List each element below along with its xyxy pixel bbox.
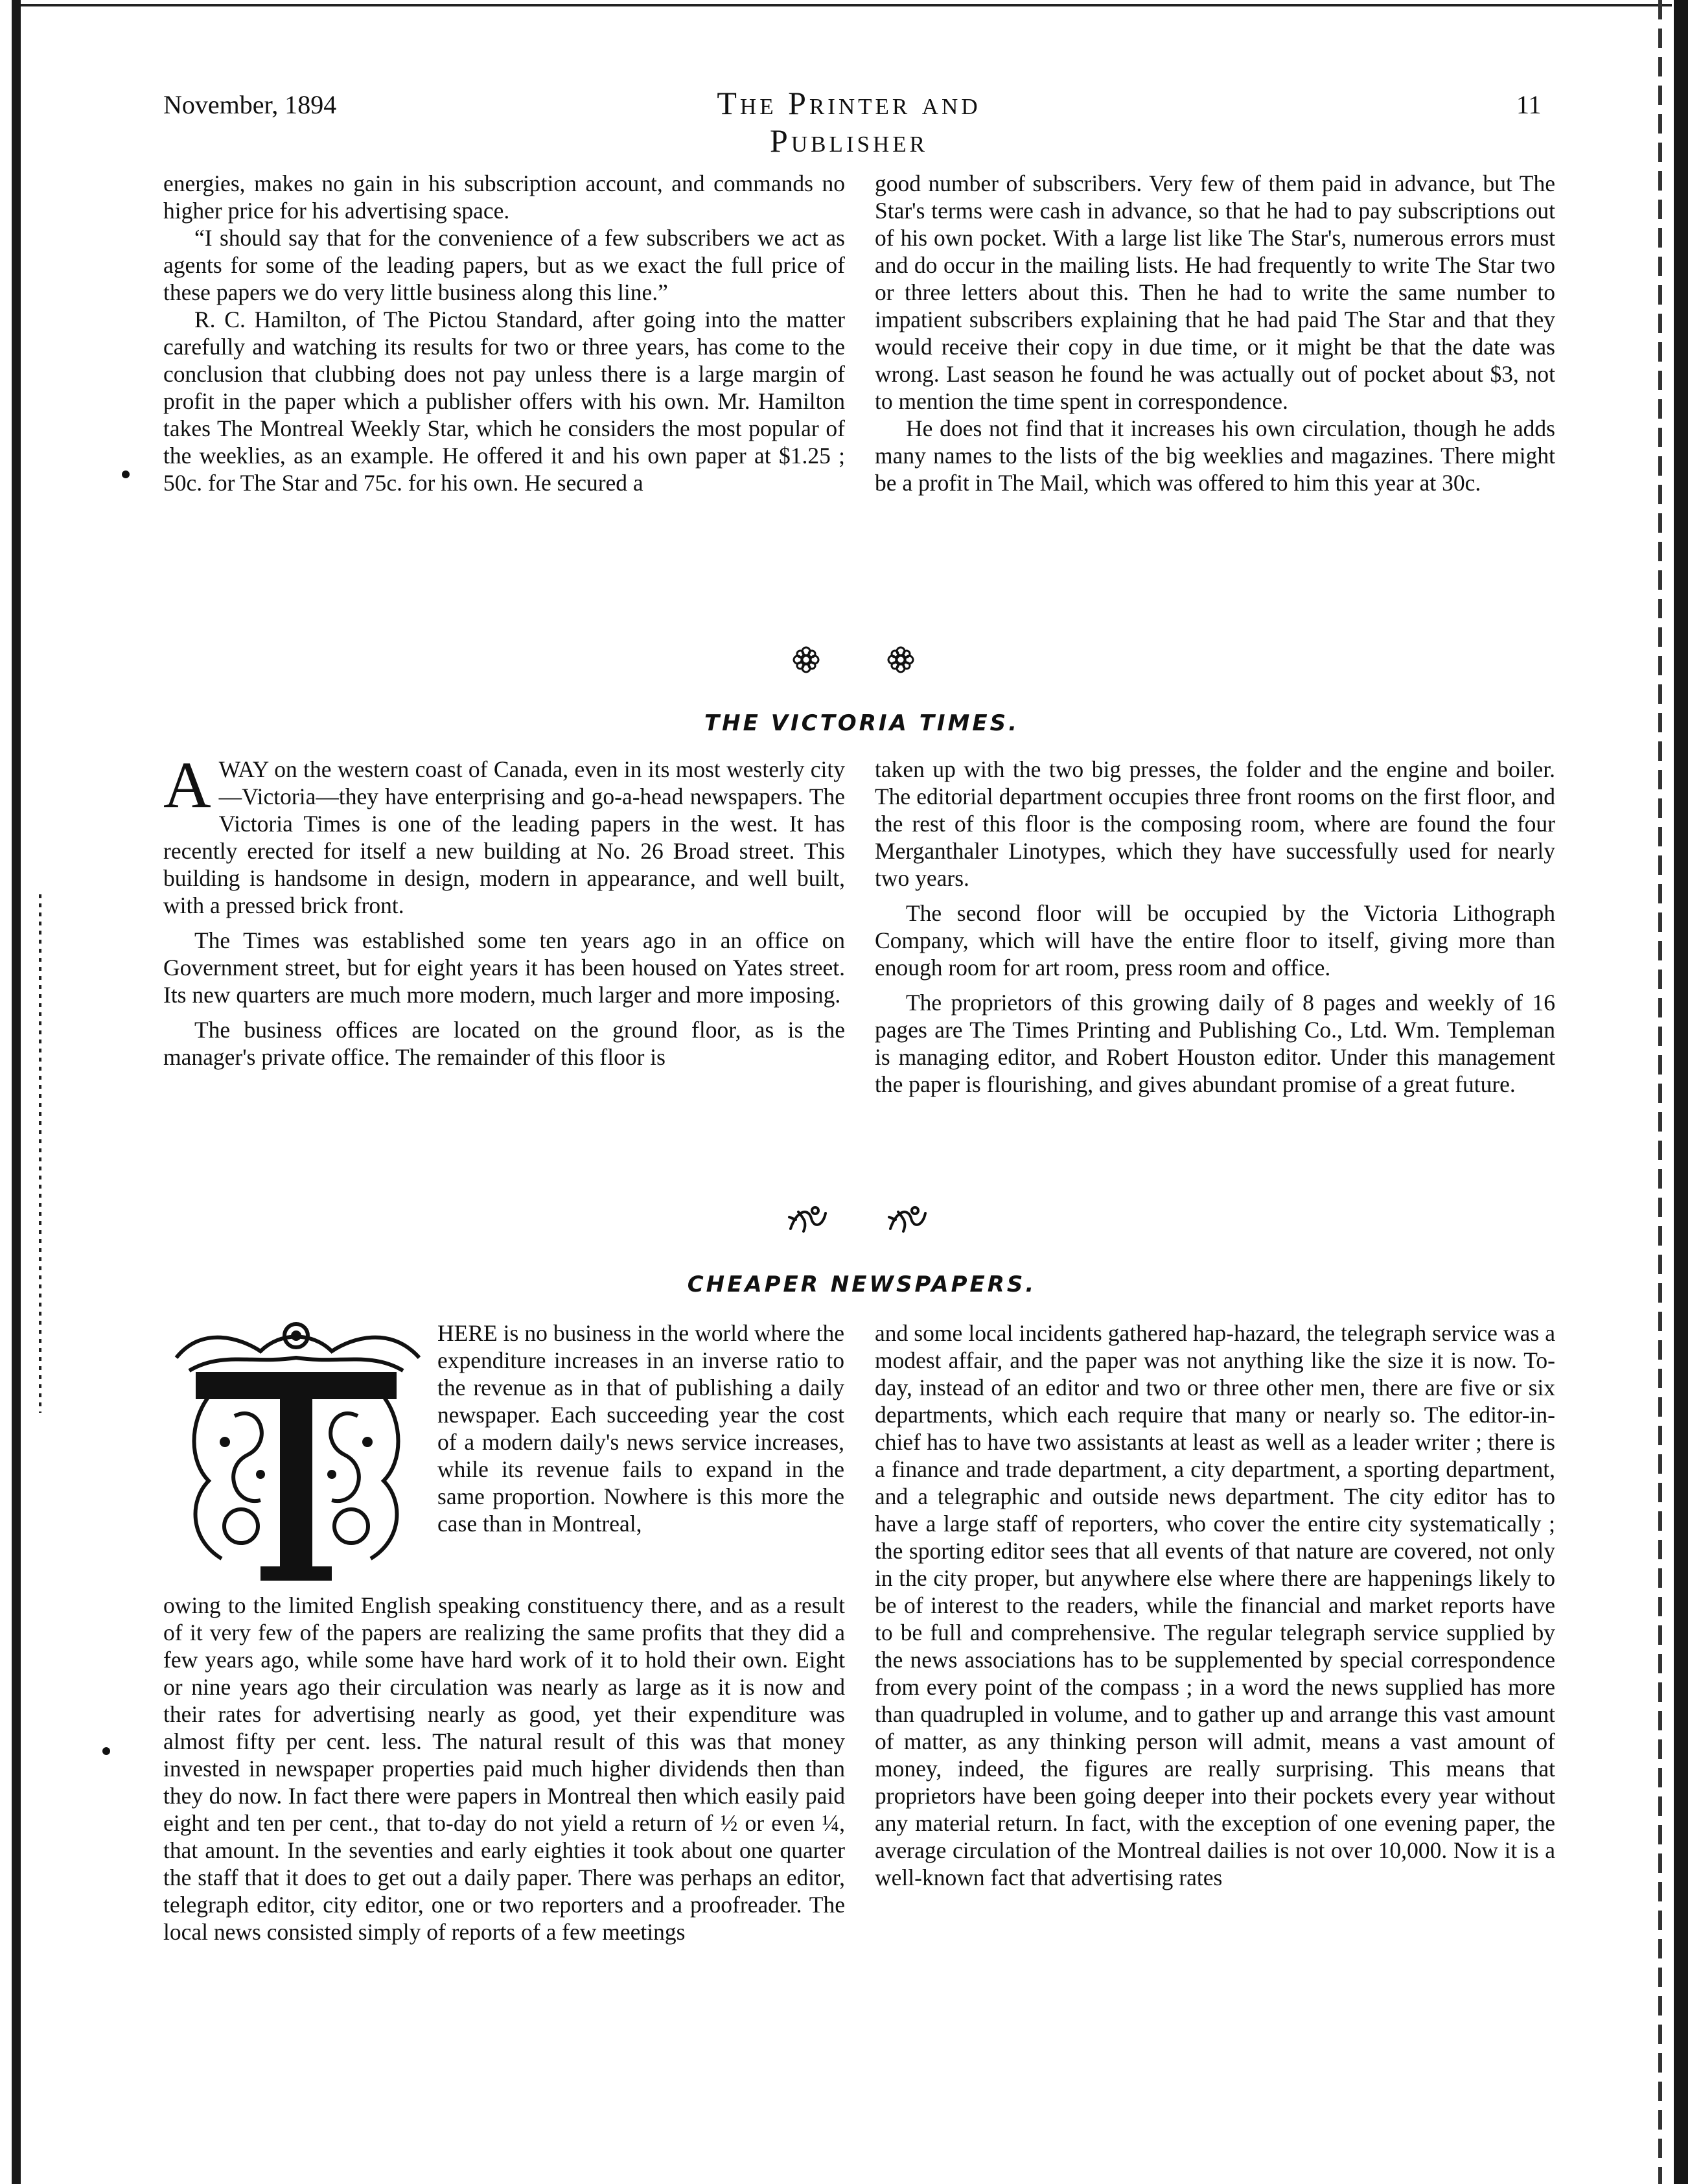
scan-right-marks [1658,0,1662,2184]
paragraph: and some local incidents gathered hap-hazard, the telegraph service was a modest affair, and the paper was not anything like the size it is now. To-day, instead of an editor and two or three other men, there are five or six departments, which each require that many or nearly so. The editor-in-chief has to have two assistants at least as well as a leader writer ; there is a finance and trade department, a city department, a sporting department, and a telegraphic and outside news department. The city editor has to have a large staff of reporters, who cover the entire city systematically ; the sporting editor sees that all events of that nature are covered, not only in the city proper, but anywhere else where there are happenings likely to be of interest to the readers, while the financial and market reports have to be full and comprehensive. The regular telegraph service supplied by the news associations has to be supplemented by special correspondence from every point of the compass ; in a word the news supplied has more than quadrupled in volume, and to gather up and arrange this vast amount of matter, as any thinking person will admit, means a vast amount of money, indeed, the figures are really surprising. This means that proprietors have been going deeper into their pockets every year without any material return. In fact, with the exception of one evening paper, the average circulation of the Montreal dailies is not over 10,000. Now it is a well-known fact that advertising rates [875,1320,1555,1890]
margin-dot [122,470,130,478]
cheaper-left-column [163,1592,845,1946]
paragraph: The second floor will be occupied by the Victoria Lithograph Company, which will have the entire floor to itself, giving more than enough room for art room, press room and office. [875,900,1555,981]
paragraph: owing to the limited English speaking constituency there, and as a result of it very few of the papers are realizing the same profits that they did a few years ago, while some have hard work of it to hold their own. Eight or nine years ago their circulation was nearly as large as it is now and their rates for advertising nearly as good, yet their expenditure was almost fifty per cent. less. The natural result of this was that money invested in newspaper properties paid much higher dividends then than they do now. In fact there were papers in Montreal then which easily paid eight and ten per cent., that to-day do not yield a return of ½ or even ¼, that amount. In the seventies and early eighties it took about one quarter the staff that it does to get out a daily paper. There was perhaps an editor, telegraph editor, city editor, one or two reporters and a proofreader. The local news consisted simply of reports of a few meetings [163,1592,845,1945]
cheaper-right-column [875,1319,1555,1891]
paragraph-text: WAY on the western coast of Canada, even in its most westerly city—Victoria—they have enterprising and go-a-head newspapers. The Victoria Times is one of the leading papers in the west. It has recently erected for itself a new building at No. 26 Broad street. This building is handsome in design, modern in appearance, and well built, with a pressed brick front. [163,756,845,918]
paragraph: taken up with the two big presses, the folder and the engine and boiler. The editorial department occupies three front rooms on the first floor, and the rest of this floor is the composing room, where are found the four Merganthaler Linotypes, which they have successfully used for nearly two years. [875,756,1555,891]
drop-cap-a: A [163,749,211,822]
rosette-ornament-icon [792,645,820,674]
victoria-right-column [875,756,1555,1098]
paragraph: good number of subscribers. Very few of them paid in advance, but The Star's terms were cash in advance, so that he had to pay subscriptions out of his own pocket. With a large list like The Star's, numerous errors must and do occur in the mailing lists. He had frequently to write The Star two or three letters about this. Then he had to write the same number to impatient subscribers explaining that he had paid The Star and that they would receive their copy in due time, or it might be that the date was wrong. Last season he found he was actually out of pocket about $3, not to mention the time spent in correspondence. [875,170,1555,414]
cheaper-wrapped-text [437,1319,844,1537]
section-title-cheaper-newspapers: CHEAPER NEWSPAPERS. [687,1272,1037,1297]
paragraph: He does not find that it increases his own circulation, though he adds many names to the lists of the big weeklies and magazines. There might be a profit in The Mail, which was offered to him this year at 30c. [875,415,1555,496]
paragraph: R. C. Hamilton, of The Pictou Standard, after going into the matter carefully and watching its results for two or three years, has come to the conclusion that clubbing does not pay unless there is a large margin of profit in the paper which a publisher offers with his own. Mr. Hamilton takes The Montreal Weekly Star, which he considers the most popular of the weeklies, as an example. He offered it and his own paper at $1.25 ; 50c. for The Star and 75c. for his own. He secured a [163,307,845,496]
publication-title: The Printer and Publisher [717,85,981,159]
flourish-ornament-icon [885,1203,931,1237]
paragraph: The business offices are located on the ground floor, as is the manager's private office. The remainder of this floor is [163,1017,845,1070]
paragraph: “I should say that for the convenience of a few subscribers we act as agents for some of the leading papers, but as we exact the full price of these papers we do very little business along this line.” [163,225,845,305]
margin-dot [102,1747,110,1755]
decorative-drop-cap-t [163,1312,429,1585]
paragraph: energies, makes no gain in his subscription account, and commands no higher price for his advertising space. [163,170,845,224]
header-date: November, 1894 [163,90,337,119]
rosette-ornament-icon [886,645,915,674]
scan-left-border [12,0,21,2184]
paragraph: HERE is no business in the world where the expenditure increases in an inverse ratio to the revenue as in that of publishing a daily newspaper. Each succeeding year the cost of a modern daily's news service increases, while its revenue fails to expand in the same proportion. Nowhere is this more the case than in Montreal, [437,1320,844,1537]
paragraph: The Times was established some ten years ago in an office on Government street, but for eight years it has been housed on Yates street. Its new quarters are much more modern, much larger and more imposing. [163,927,845,1008]
page-number: 11 [1516,90,1542,119]
scan-left-marks [39,894,41,1413]
flourish-ornament-icon [785,1203,831,1237]
victoria-left-column [163,749,845,1071]
scan-top-rule [13,4,1672,6]
scan-right-border [1674,0,1688,2184]
paragraph-first [163,749,845,919]
top-left-column [163,170,845,496]
section-title-victoria-times: THE VICTORIA TIMES. [704,710,1019,736]
paragraph: The proprietors of this growing daily of 8 pages and weekly of 16 pages are The Times Printing and Publishing Co., Ltd. Wm. Templeman is managing editor, and Robert Houston editor. Under this management the paper is flourishing, and gives abundant promise of a great future. [875,990,1555,1097]
top-right-column [875,170,1555,496]
